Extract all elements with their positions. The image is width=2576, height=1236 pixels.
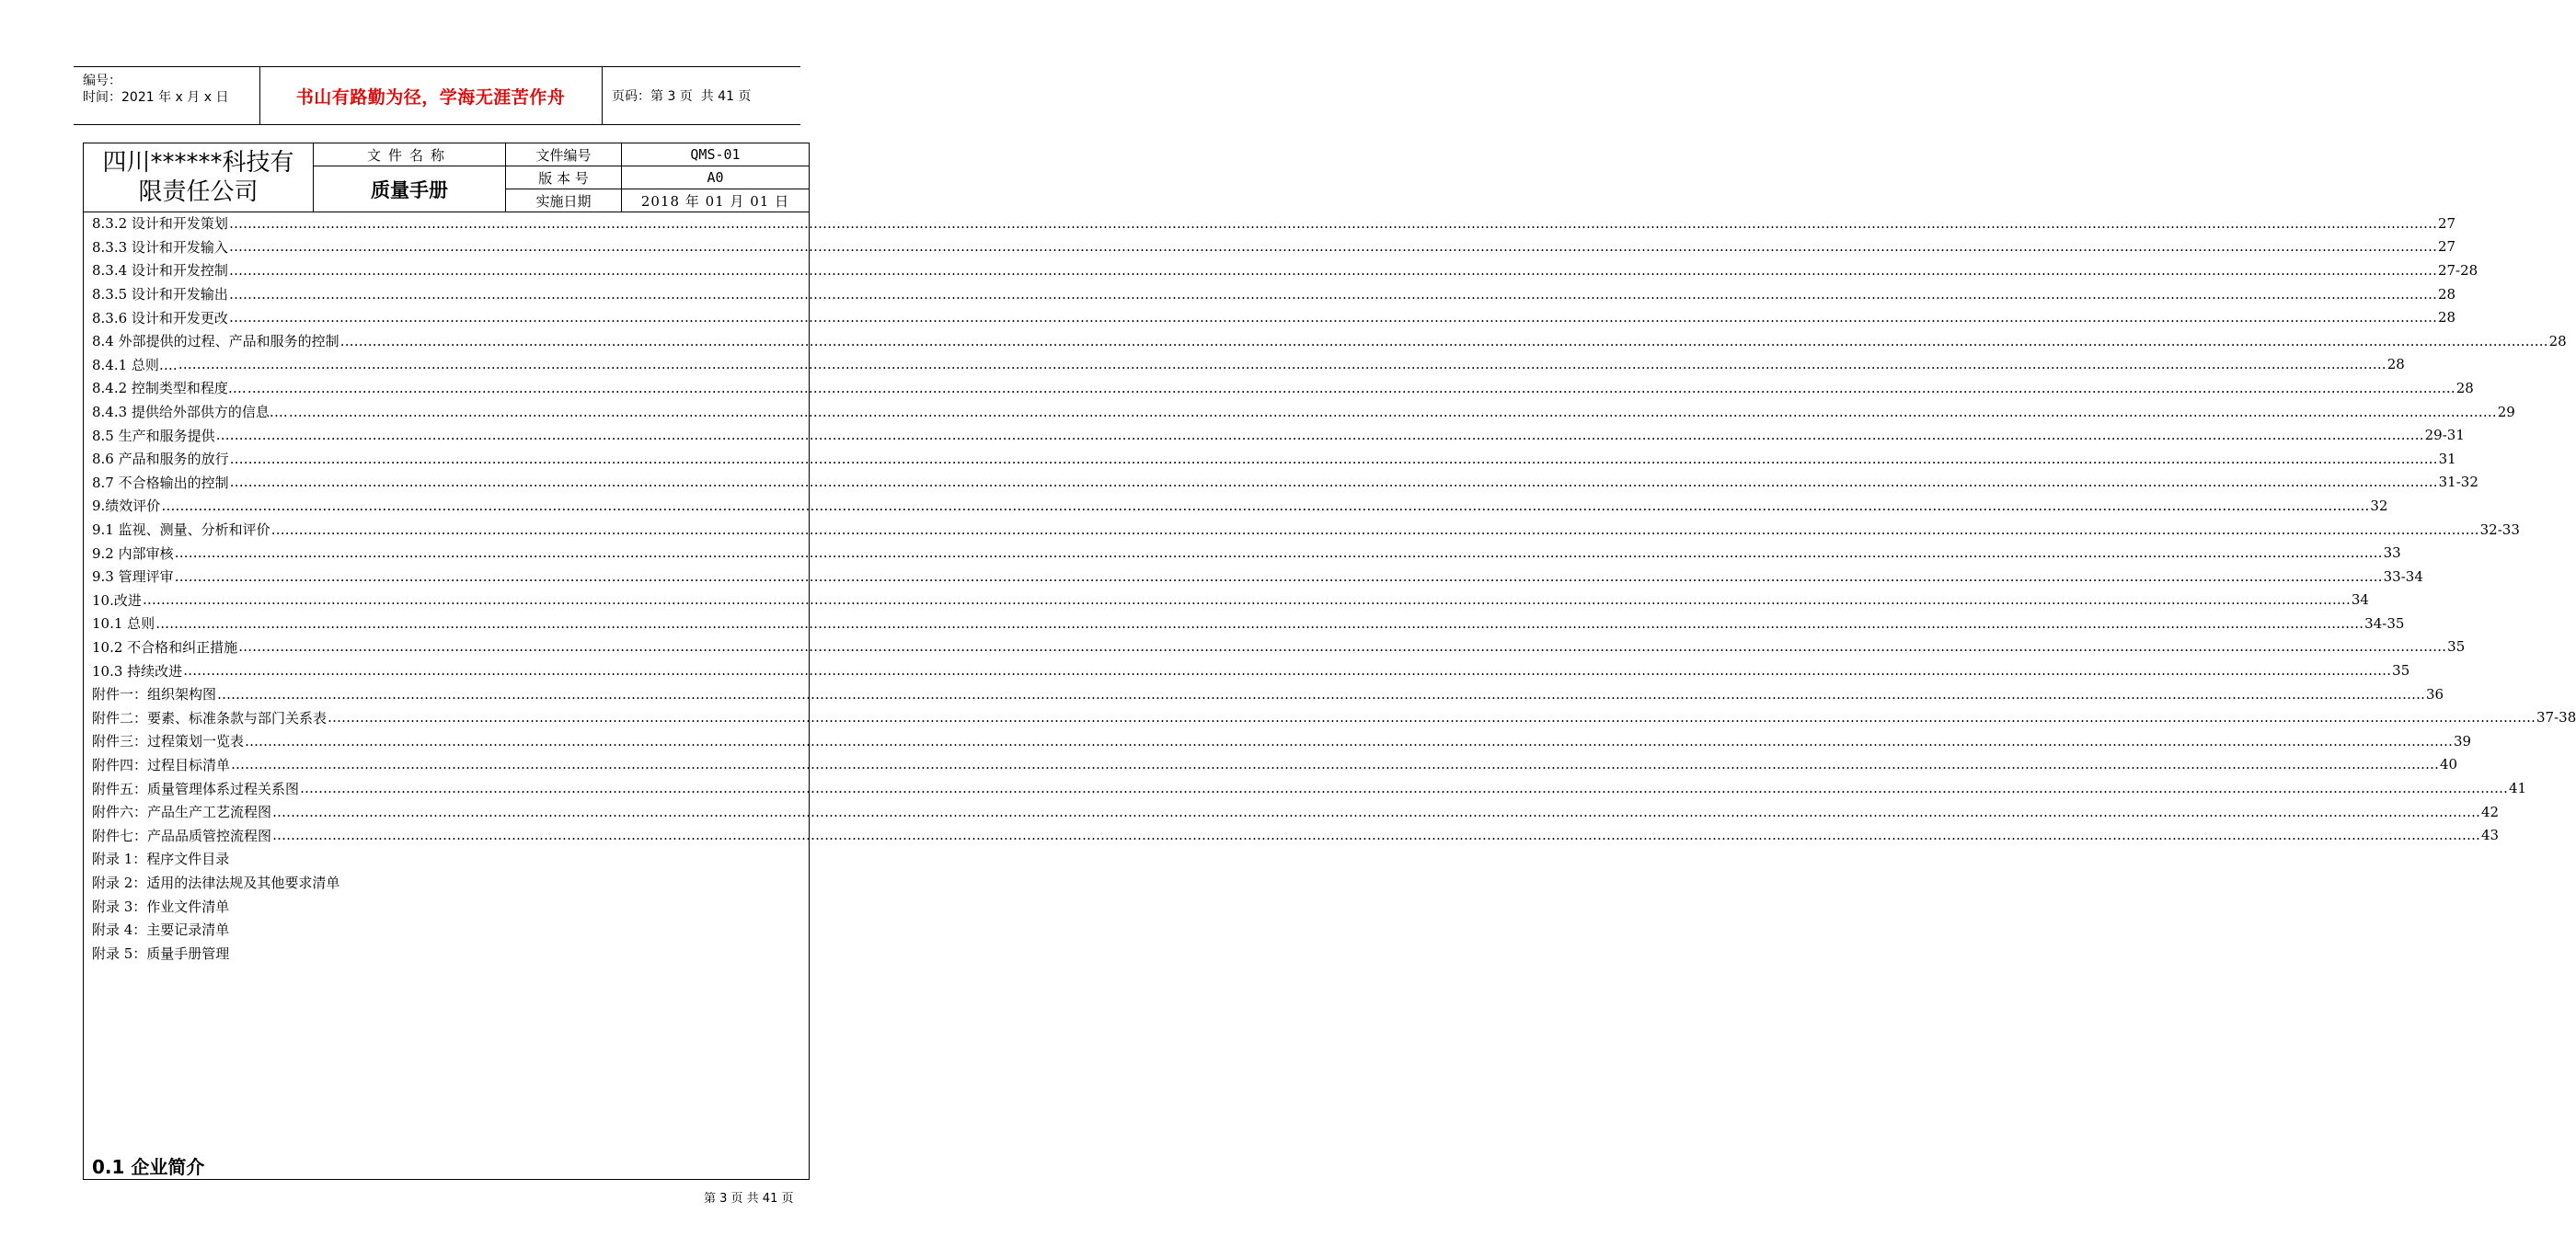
toc-entry — [92, 494, 2388, 518]
toc-entry-page: 29-31 — [2424, 427, 2465, 444]
toc-entry-page: 27-28 — [2437, 261, 2478, 279]
toc-entry — [92, 258, 2478, 282]
toc-leader-dots: ………………………………………………………………………………………………………………………………………………………………………………………………………………………………………………………………………………………………………………………………………………………………………………………………………………………………………… — [245, 732, 2454, 750]
toc-entry-page: 34-35 — [2364, 614, 2405, 632]
toc-leader-dots: ………………………………………………………………………………………………………………………………………………………………………………………………………………………………………………………………………………………………………………………………………………………………………………………………………………………………………… — [339, 332, 2548, 349]
toc-entry — [92, 541, 2401, 565]
toc-entry-title: 8.3.6 设计和开发更改 — [92, 309, 228, 326]
header-page-cell — [603, 67, 800, 124]
toc-entry — [92, 447, 2456, 471]
toc-entry — [92, 776, 2527, 800]
toc-leader-dots: ………………………………………………………………………………………………………………………………………………………………………………………………………………………………………………………………………………………………………………………………………………………………………………………………………………………………………… — [183, 662, 2392, 680]
toc-entry-page: 27 — [2437, 214, 2456, 232]
toc-entry-title: 10.1 总则 — [92, 615, 155, 633]
effective-date: 2018 年 01 月 01 日 — [640, 192, 790, 210]
toc-entry-page: 28 — [2548, 332, 2567, 349]
toc-entry-title: 9.1 监视、测量、分析和评价 — [92, 521, 270, 539]
toc-entry — [92, 400, 2515, 424]
document-frame — [83, 143, 2576, 1180]
appendix-item: 附录 3：作业文件清单 — [92, 898, 230, 915]
toc-entry-page: 28 — [2437, 309, 2456, 326]
section-heading: 0.1 企业简介 — [92, 1156, 205, 1178]
toc-leader-dots: ………………………………………………………………………………………………………………………………………………………………………………………………………………………………………………………………………………………………………………………………………………………………………………………………………………………………………… — [155, 614, 2364, 632]
toc-leader-dots: ………………………………………………………………………………………………………………………………………………………………………………………………………………………………………………………………………………………………………………………………………………………………………………………………………………………………………… — [228, 238, 2437, 256]
doc-name: 质量手册 — [314, 166, 506, 212]
toc-entry-title: 10.3 持续改进 — [92, 662, 183, 680]
toc-entry-title: 附件四：过程目标清单 — [92, 756, 231, 773]
version-label: 版 本 号 — [506, 166, 622, 189]
appendix-item: 附录 2：适用的法律法规及其他要求清单 — [92, 874, 340, 891]
toc-leader-dots: ………………………………………………………………………………………………………………………………………………………………………………………………………………………………………………………………………………………………………………………………………………………………………………………………………………………………………… — [228, 214, 2437, 232]
toc-entry-title: 8.4.1 总则…. — [92, 356, 178, 373]
toc-entry-page: 41 — [2509, 780, 2527, 797]
company-name-line1: 四川******科技有 — [102, 149, 294, 177]
document-time: 时间：2021 年 x 月 x 日 — [83, 90, 229, 105]
toc-entry-page: 31 — [2438, 450, 2456, 467]
toc-leader-dots: ………………………………………………………………………………………………………………………………………………………………………………………………………………………………………………………………………………………………………………………………………………………………………………………………………………………………………… — [174, 567, 2383, 585]
toc-leader-dots: ………………………………………………………………………………………………………………………………………………………………………………………………………………………………………………………………………………………………………………………………………………………………………………………………………………………………………… — [288, 403, 2497, 420]
toc-entry-title: 9.2 内部审核 — [92, 544, 174, 562]
toc-entry — [92, 682, 2444, 706]
toc-entry — [92, 612, 2405, 635]
page-header — [74, 66, 800, 125]
company-name-line2: 限责任公司 — [138, 178, 259, 206]
toc-leader-dots: ………………………………………………………………………………………………………………………………………………………………………………………………………………………………………………………………………………………………………………………………………………………………………………………………………………………………………… — [238, 638, 2447, 656]
toc-entry-page: 28 — [2386, 356, 2405, 373]
toc-entry — [92, 329, 2567, 353]
toc-entry-page: 36 — [2426, 685, 2444, 703]
doc-number-label: 文件编号 — [506, 143, 622, 166]
toc-leader-dots: ………………………………………………………………………………………………………………………………………………………………………………………………………………………………………………………………………………………………………………………………………………………………………………………………………………………………………… — [228, 309, 2437, 326]
version: A0 — [622, 166, 809, 189]
toc-entries — [92, 212, 2576, 847]
toc-entry — [92, 471, 2478, 495]
toc-entry-title: 8.4 外部提供的过程、产品和服务的控制 — [92, 333, 339, 350]
toc-entry-page: 32 — [2370, 497, 2388, 514]
toc-leader-dots: ………………………………………………………………………………………………………………………………………………………………………………………………………………………………………………………………………………………………………………………………………………………………………………………………………………………………………… — [228, 285, 2437, 303]
toc-entry-page: 29 — [2497, 403, 2515, 420]
toc-entry-page: 27 — [2437, 238, 2456, 256]
toc-entry-title: 附件五：质量管理体系过程关系图 — [92, 780, 300, 797]
toc-entry — [92, 705, 2576, 729]
toc-leader-dots: ………………………………………………………………………………………………………………………………………………………………………………………………………………………………………………………………………………………………………………………………………………………………………………………………………………………………………… — [142, 591, 2351, 609]
appendix-item: 附录 1：程序文件目录 — [92, 851, 230, 868]
toc-leader-dots: ………………………………………………………………………………………………………………………………………………………………………………………………………………………………………………………………………………………………………………………………………………………………………………………………………………………………………… — [161, 497, 2370, 514]
doc-name-label: 文件名称 — [314, 143, 506, 166]
toc-entry-title: 8.6 产品和服务的放行 — [92, 451, 229, 468]
document-info-table — [84, 143, 809, 212]
toc-leader-dots: ………………………………………………………………………………………………………………………………………………………………………………………………………………………………………………………………………………………………………………………………………………………………………………………………………………………………………… — [300, 780, 2509, 797]
toc-entry-title: 8.3.3 设计和开发输入 — [92, 238, 228, 256]
toc-entry-page: 33-34 — [2383, 567, 2423, 585]
toc-entry — [92, 212, 2456, 235]
toc-leader-dots: ………………………………………………………………………………………………………………………………………………………………………………………………………………………………………………………………………………………………………………………………………………………………………………………………………………………………………… — [178, 356, 2386, 373]
toc-entry-page: 33 — [2383, 544, 2401, 562]
appendix-item: 附录 5：质量手册管理 — [92, 944, 230, 962]
header-motto-cell — [259, 67, 603, 124]
toc-entry — [92, 282, 2456, 306]
toc-entry — [92, 518, 2520, 542]
toc-entry-title: 8.4.3 提供给外部供方的信息…. — [92, 404, 288, 421]
toc-entry-title: 10.改进 — [92, 591, 142, 609]
header-page-info: 页码：第 3 页 共 41 页 — [612, 89, 752, 104]
toc-entry-title: 8.4.2 控制类型和程度…. — [92, 380, 247, 397]
toc-entry-page: 39 — [2454, 732, 2472, 750]
toc-entry-page: 28 — [2455, 379, 2474, 396]
toc-entry-page: 31-32 — [2438, 474, 2478, 491]
toc-entry-title: 附件六：产品生产工艺流程图 — [92, 804, 272, 821]
doc-number: QMS-01 — [622, 143, 809, 166]
toc-entry-title: 10.2 不合格和纠正措施 — [92, 638, 238, 656]
toc-entry-title: 8.3.4 设计和开发控制 — [92, 262, 228, 280]
company-name — [84, 143, 314, 212]
toc-leader-dots: ………………………………………………………………………………………………………………………………………………………………………………………………………………………………………………………………………………………………………………………………………………………………………………………………………………………………………… — [270, 521, 2479, 538]
toc-entry-page: 35 — [2392, 662, 2410, 680]
toc-entry — [92, 823, 2500, 847]
toc-leader-dots: ………………………………………………………………………………………………………………………………………………………………………………………………………………………………………………………………………………………………………………………………………………………………………………………………………………………………………… — [229, 450, 2438, 467]
toc-entry-page: 37-38 — [2536, 709, 2576, 727]
appendix-item: 附录 4：主要记录清单 — [92, 921, 230, 939]
toc-entry-title: 9.3 管理评审 — [92, 568, 174, 586]
toc-leader-dots: ………………………………………………………………………………………………………………………………………………………………………………………………………………………………………………………………………………………………………………………………………………………………………………………………………………………………………… — [247, 379, 2455, 396]
toc-leader-dots: ………………………………………………………………………………………………………………………………………………………………………………………………………………………………………………………………………………………………………………………………………………………………………………………………………………………………………… — [231, 756, 2440, 773]
toc-entry-page: 35 — [2447, 638, 2466, 656]
effective-date-label: 实施日期 — [506, 189, 622, 212]
toc-entry — [92, 753, 2458, 777]
toc-entry-page: 42 — [2481, 803, 2500, 820]
toc-entry-page: 40 — [2440, 756, 2458, 773]
toc-entry — [92, 235, 2456, 259]
appendix-list — [92, 847, 800, 965]
toc-entry — [92, 658, 2410, 682]
toc-entry-page: 32-33 — [2479, 521, 2520, 538]
toc-entry — [92, 353, 2405, 377]
toc-entry-title: 8.5 生产和服务提供 — [92, 427, 215, 444]
toc-entry-title: 附件三：过程策划一览表 — [92, 733, 245, 750]
document-number-label: 编号： — [83, 74, 121, 88]
toc-entry-page: 28 — [2437, 285, 2456, 303]
page-footer: 第 3 页 共 41 页 — [704, 1192, 794, 1206]
toc-leader-dots: ………………………………………………………………………………………………………………………………………………………………………………………………………………………………………………………………………………………………………………………………………………………………………………………………………………………………………… — [272, 827, 2481, 844]
toc-entry — [92, 305, 2456, 329]
toc-leader-dots: ………………………………………………………………………………………………………………………………………………………………………………………………………………………………………………………………………………………………………………………………………………………………………………………………………………………………………… — [272, 803, 2481, 820]
toc-entry — [92, 800, 2500, 824]
toc-entry — [92, 589, 2369, 612]
toc-entry — [92, 565, 2423, 589]
toc-leader-dots: ………………………………………………………………………………………………………………………………………………………………………………………………………………………………………………………………………………………………………………………………………………………………………………………………………………………………………… — [174, 544, 2383, 562]
toc-entry — [92, 376, 2474, 400]
toc-entry-title: 附件七：产品品质管控流程图 — [92, 827, 272, 844]
toc-entry-title: 附件一：组织架构图 — [92, 686, 217, 704]
header-meta — [74, 67, 260, 124]
table-of-contents — [92, 212, 2576, 965]
toc-entry-title: 附件二：要素、标准条款与部门关系表 — [92, 709, 328, 727]
toc-entry — [92, 729, 2472, 753]
header-motto: 书山有路勤为径，学海无涯苦作舟 — [295, 86, 566, 108]
toc-leader-dots: ………………………………………………………………………………………………………………………………………………………………………………………………………………………………………………………………………………………………………………………………………………………………………………………………………………………………………… — [328, 709, 2536, 727]
toc-entry — [92, 635, 2466, 659]
toc-entry-title: 8.3.5 设计和开发输出 — [92, 286, 228, 303]
toc-entry-title: 8.3.2 设计和开发策划 — [92, 215, 228, 233]
toc-entry-page: 34 — [2351, 591, 2369, 609]
toc-entry — [92, 423, 2465, 447]
toc-leader-dots: ………………………………………………………………………………………………………………………………………………………………………………………………………………………………………………………………………………………………………………………………………………………………………………………………………………………………………… — [215, 427, 2424, 444]
toc-entry-title: 9.绩效评价 — [92, 498, 161, 515]
toc-entry-page: 43 — [2481, 827, 2500, 844]
toc-entry-title: 8.7 不合格输出的控制 — [92, 474, 229, 491]
toc-leader-dots: ………………………………………………………………………………………………………………………………………………………………………………………………………………………………………………………………………………………………………………………………………………………………………………………………………………………………………… — [217, 685, 2426, 703]
toc-leader-dots: ………………………………………………………………………………………………………………………………………………………………………………………………………………………………………………………………………………………………………………………………………………………………………………………………………………………………………… — [229, 474, 2438, 491]
toc-leader-dots: ………………………………………………………………………………………………………………………………………………………………………………………………………………………………………………………………………………………………………………………………………………………………………………………………………………………………………… — [228, 261, 2437, 279]
